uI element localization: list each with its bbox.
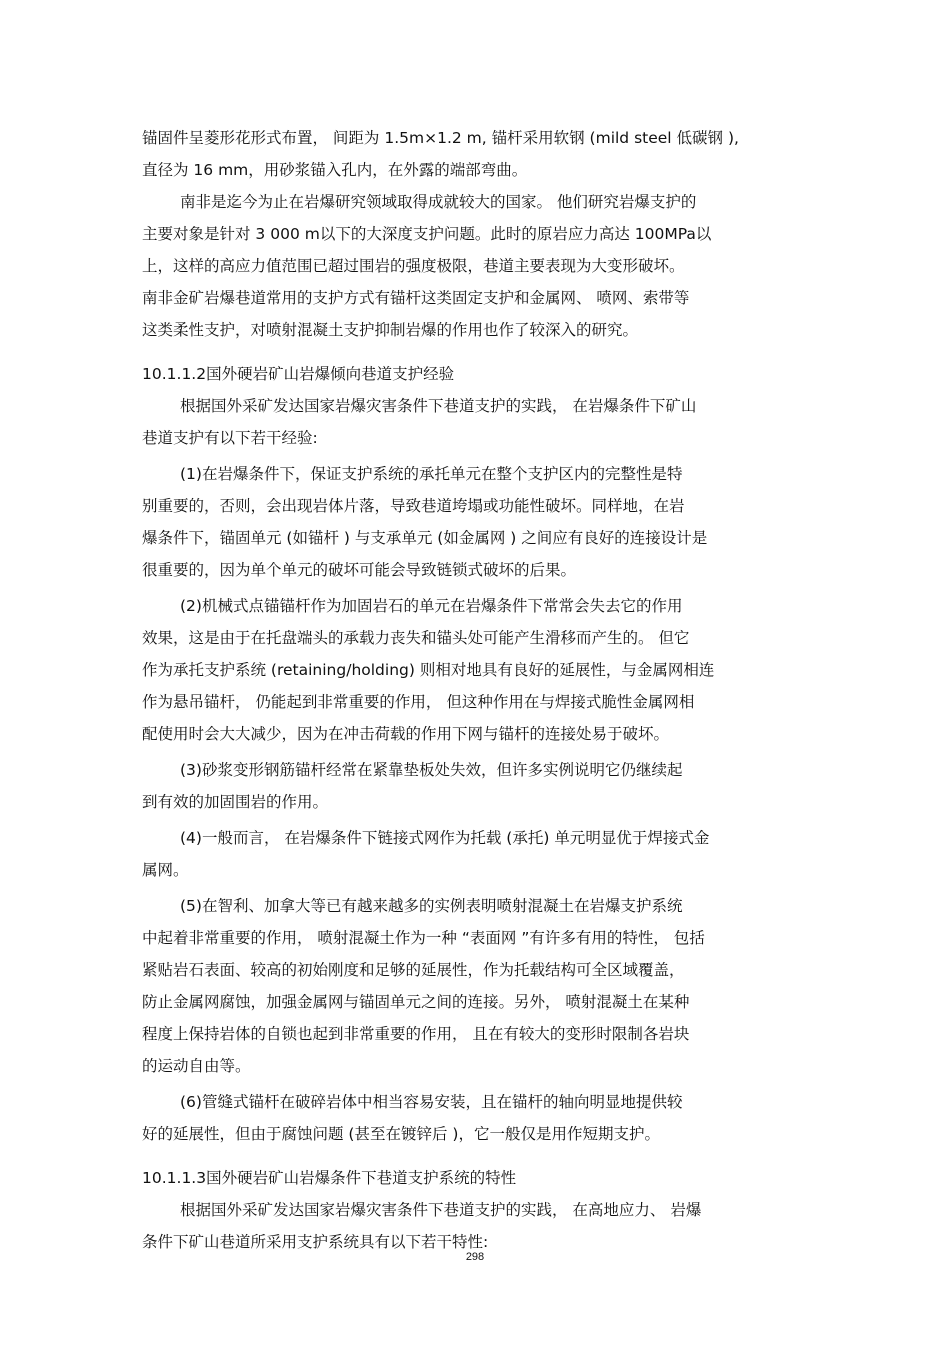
text-line: 中起着非常重要的作用， 喷射混凝土作为一种 “表面网 ”有许多有用的特性， 包括	[142, 929, 705, 947]
text-line: 别重要的，否则，会出现岩体片落，导致巷道垮塌或功能性破坏。同样地，在岩	[142, 497, 685, 515]
list-item-3	[142, 754, 808, 818]
text-line: 巷道支护有以下若干经验:	[142, 429, 318, 447]
text-line: 爆条件下，锚固单元 (如锚杆 ) 与支承单元 (如金属网 ) 之间应有良好的连接设计是	[142, 529, 708, 547]
text-line: 主要对象是针对 3 000 m以下的大深度支护问题。此时的原岩应力高达 100MPa以	[142, 225, 712, 243]
text-line: 根据国外采矿发达国家岩爆灾害条件下巷道支护的实践， 在岩爆条件下矿山	[180, 397, 697, 415]
text-line: (3)砂浆变形钢筋锚杆经常在紧靠垫板处失效，但许多实例说明它仍继续起	[180, 761, 683, 779]
text-line: (6)管缝式锚杆在破碎岩体中相当容易安装，且在锚杆的轴向明显地提供较	[180, 1093, 683, 1111]
section-heading: 10.1.1.3国外硬岩矿山岩爆条件下巷道支护系统的特性	[142, 1169, 517, 1187]
text-line: 上，这样的高应力值范围已超过围岩的强度极限，巷道主要表现为大变形破坏。	[142, 257, 685, 275]
text-line: (2)机械式点锚锚杆作为加固岩石的单元在岩爆条件下常常会失去它的作用	[180, 597, 683, 615]
list-item-2	[142, 590, 808, 750]
document-body	[142, 122, 808, 1258]
text-line: 锚固件呈菱形花形式布置， 间距为 1.5m×1.2 m, 锚杆采用软钢 (mild steel 低碳钢 ),	[142, 129, 739, 147]
text-line: (1)在岩爆条件下，保证支护系统的承托单元在整个支护区内的完整性是特	[180, 465, 683, 483]
text-line: 好的延展性，但由于腐蚀问题 (甚至在镀锌后 )，它一般仅是用作短期支护。	[142, 1125, 660, 1143]
text-line: 效果，这是由于在托盘端头的承载力丧失和锚头处可能产生滑移而产生的。 但它	[142, 629, 690, 647]
list-item-4	[142, 822, 808, 886]
text-line: 防止金属网腐蚀，加强金属网与锚固单元之间的连接。另外， 喷射混凝土在某种	[142, 993, 690, 1011]
paragraph-south-africa	[142, 186, 808, 346]
text-line: 配使用时会大大减少，因为在冲击荷载的作用下网与锚杆的连接处易于破坏。	[142, 725, 670, 743]
section-heading-10-1-1-2	[142, 358, 808, 390]
paragraph-anchor-layout	[142, 122, 808, 186]
text-line: 的运动自由等。	[142, 1057, 251, 1075]
section-heading: 10.1.1.2国外硬岩矿山岩爆倾向巷道支护经验	[142, 365, 455, 383]
text-line: 条件下矿山巷道所采用支护系统具有以下若干特性:	[142, 1233, 489, 1251]
section-heading-10-1-1-3	[142, 1162, 808, 1194]
text-line: (4)一般而言， 在岩爆条件下链接式网作为托载 (承托) 单元明显优于焊接式金	[180, 829, 710, 847]
list-item-6	[142, 1086, 808, 1150]
text-line: 作为承托支护系统 (retaining/holding) 则相对地具有良好的延展性，与金属网相连	[142, 661, 715, 679]
text-line: 这类柔性支护，对喷射混凝土支护抑制岩爆的作用也作了较深入的研究。	[142, 321, 639, 339]
page-number: 298	[465, 1251, 485, 1263]
text-line: 到有效的加固围岩的作用。	[142, 793, 329, 811]
list-item-1	[142, 458, 808, 586]
list-item-5	[142, 890, 808, 1082]
text-line: 直径为 16 mm，用砂浆锚入孔内，在外露的端部弯曲。	[142, 161, 528, 179]
paragraph-characteristics-intro	[142, 1194, 808, 1258]
text-line: 根据国外采矿发达国家岩爆灾害条件下巷道支护的实践， 在高地应力、 岩爆	[180, 1201, 702, 1219]
text-line: 南非金矿岩爆巷道常用的支护方式有锚杆这类固定支护和金属网、 喷网、索带等	[142, 289, 690, 307]
text-line: 程度上保持岩体的自锁也起到非常重要的作用， 且在有较大的变形时限制各岩块	[142, 1025, 690, 1043]
text-line: 南非是迄今为止在岩爆研究领域取得成就较大的国家。 他们研究岩爆支护的	[180, 193, 697, 211]
text-line: 属网。	[142, 861, 189, 879]
text-line: 很重要的，因为单个单元的破坏可能会导致链锁式破坏的后果。	[142, 561, 577, 579]
text-line: (5)在智利、加拿大等已有越来越多的实例表明喷射混凝土在岩爆支护系统	[180, 897, 683, 915]
text-line: 紧贴岩石表面、较高的初始刚度和足够的延展性，作为托载结构可全区域覆盖，	[142, 961, 685, 979]
text-line: 作为悬吊锚杆， 仍能起到非常重要的作用， 但这种作用在与焊接式脆性金属网相	[142, 693, 695, 711]
paragraph-experience-intro	[142, 390, 808, 454]
